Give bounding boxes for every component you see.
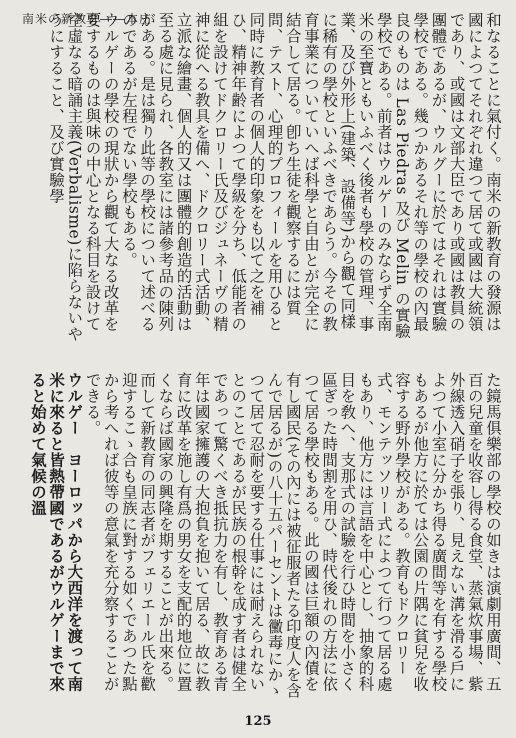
paragraph: た鏡馬俱樂部の學校の如きは演劇用廣間、五百の兒童を收容し得る食堂、蒸氣炊事場、紫外線透入硝子を張り、見えない溝を滑る戶によつて小室に分かち得る廣間等を有する學校もあるが他方に於ては公園の片隅に貧兒を收容する野外學校がある。教育もドクロリー式、モンテッソリー式によつて行つて居る處もあり、他方には言語を中心とし、抽象的科目を敎へ、支那式の試驗を行ひ時間を小さく區ぎった時間割を用ひ、時代後れの方法に依つて居る學校もある。此の國は巨額の內債を有し國民(その內には被征服者たる印度人を含んで居るが)の八十五パーセントは黴毒にかゝつて居て忍耐を要する仕事には耐えられないとのことであるが民族の根幹を成す者は健全であって驚くべき抵抗力を有し、教育ある青年は國家擁護の大抱負を抱いて居る、故に教育に改革を施し有爲の男女を支配的地位に置くならば國家の興隆を期することが出來る。而して新教育の同志者がフェリエール氏を歡迎するこゝ合も皇族に對する如くであつた點から考へれば彼等の意氣を充分察することができる。 — [83, 372, 502, 699]
lower-text-column — [18, 372, 502, 702]
page-number: 125 — [244, 714, 272, 729]
paragraph: ウルゲー ヨーロッパから大西洋を渡って南米に來ると皆熱帶國であるがウルゲーまで來ると始めて氣候の溫 — [28, 372, 84, 692]
upper-text-column — [24, 12, 502, 344]
running-header: 南米の新教育――本庄 — [22, 12, 153, 26]
paragraph: ウルゲーの學校の現狀から觀て大なる改革を要するものは與味の中心となる科目を設けて空虛なる暗誦主義(Verbalisme)に陷らないやうにすること、及び實驗學 — [47, 12, 120, 342]
paragraph: 和なることに氣付く。南米の新教育の發源は國によつてそれぞれ違つて居て或國は大統領であり、或國は文部大臣であり或國は教員の團體であるが、ウルグーに於てはそれは實驗學校である。幾つかあるそれ等の學校の內最良のものは Las Piedras 及び Melin の實驗學校である。前者はウルゲーのみならず全南米の至寶ともいふべく後者も學校の管理、事業、及び外形上(建築、設備等)から觀て同樣に稀有の學校といふべきであらう。今その教育事業についていへば科學と自由とが完全に結合して居る。卽ち生徒を觀察するには質問、テスト、心理的プロフィールを用ひると同時に教育者の個人的印象をも以て之を補ひ、精神年齢によつて學級を分ち、低能者の組を設けてドクロリー氏及びジュネーヴの精神に從へる教具を備へ、ドクロリー式活動、立派な繪畫、個人的又は團體的創造的活動は至る處に見られ、各教室には諸參考品の陳列がある。是は獨り此等の學校について述べるのであるが左程でない學校もある。 — [119, 12, 502, 340]
